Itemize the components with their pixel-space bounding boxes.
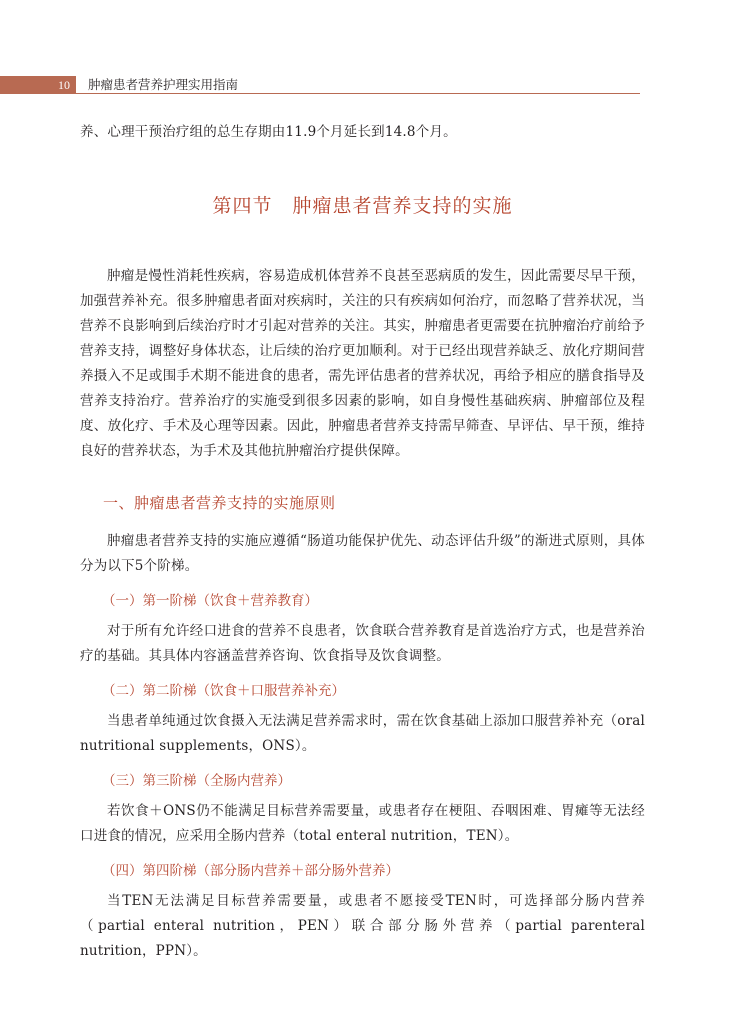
step-3-paragraph: 若饮食＋ONS仍不能满足目标营养需要量，或患者存在梗阻、吞咽困难、胃瘫等无法经口进食的情况，应采用全肠内营养（total enteral nutrition，TEN）。 [80, 803, 645, 844]
page-number: 10 [0, 76, 76, 94]
running-title: 肿瘤患者营养护理实用指南 [88, 77, 239, 92]
subsection-intro-paragraph: 肿瘤患者营养支持的实施应遵循“肠道功能保护优先、动态评估升级”的渐进式原则，具体分为以下5个阶梯。 [80, 533, 645, 574]
page-body [80, 120, 645, 964]
step-2-paragraph: 当患者单纯通过饮食摄入无法满足营养需求时，需在饮食基础上添加口服营养补充（oral nutritional supplements，ONS）。 [80, 713, 645, 754]
running-header [0, 76, 640, 94]
intro-paragraph: 肿瘤是慢性消耗性疾病，容易造成机体营养不良甚至恶病质的发生，因此需要尽早干预，加强营养补充。很多肿瘤患者面对疾病时，关注的只有疾病如何治疗，而忽略了营养状况，当营养不良影响到后续治疗时才引起对营养的关注。其实，肿瘤患者更需要在抗肿瘤治疗前给予营养支持，调整好身体状态，让后续的治疗更加顺利。对于已经出现营养缺乏、放化疗期间营养摄入不足或围手术期不能进食的患者，需先评估患者的营养状况，再给予相应的膳食指导及营养支持治疗。营养治疗的实施受到很多因素的影响，如自身慢性基础疾病、肿瘤部位及程度、放化疗、手术及心理等因素。因此，肿瘤患者营养支持需早筛查、早评估、早干预，维持良好的营养状态，为手术及其他抗肿瘤治疗提供保障。 [80, 268, 645, 459]
step-3-title: （三）第三阶梯（全肠内营养） [102, 773, 291, 789]
step-2-title: （二）第二阶梯（饮食＋口服营养补充） [102, 683, 345, 699]
step-1-paragraph: 对于所有允许经口进食的营养不良患者，饮食联合营养教育是首选治疗方式，也是营养治疗的基础。其具体内容涵盖营养咨询、饮食指导及饮食调整。 [80, 623, 645, 664]
step-4-paragraph: 当TEN无法满足目标营养需要量，或患者不愿接受TEN时，可选择部分肠内营养（partial enteral nutrition，PEN）联合部分肠外营养（partial parenteral nutrition，PPN）。 [80, 893, 645, 959]
step-1-title: （一）第一阶梯（饮食＋营养教育） [102, 593, 318, 609]
header-rule [76, 93, 640, 94]
step-4-title: （四）第四阶梯（部分肠内营养＋部分肠外营养） [102, 863, 399, 879]
continuation-paragraph: 养、心理干预治疗组的总生存期由11.9个月延长到14.8个月。 [80, 124, 457, 140]
section-title: 第四节 肿瘤患者营养支持的实施 [212, 195, 513, 217]
subsection-title: 一、肿瘤患者营养支持的实施原则 [103, 494, 336, 512]
